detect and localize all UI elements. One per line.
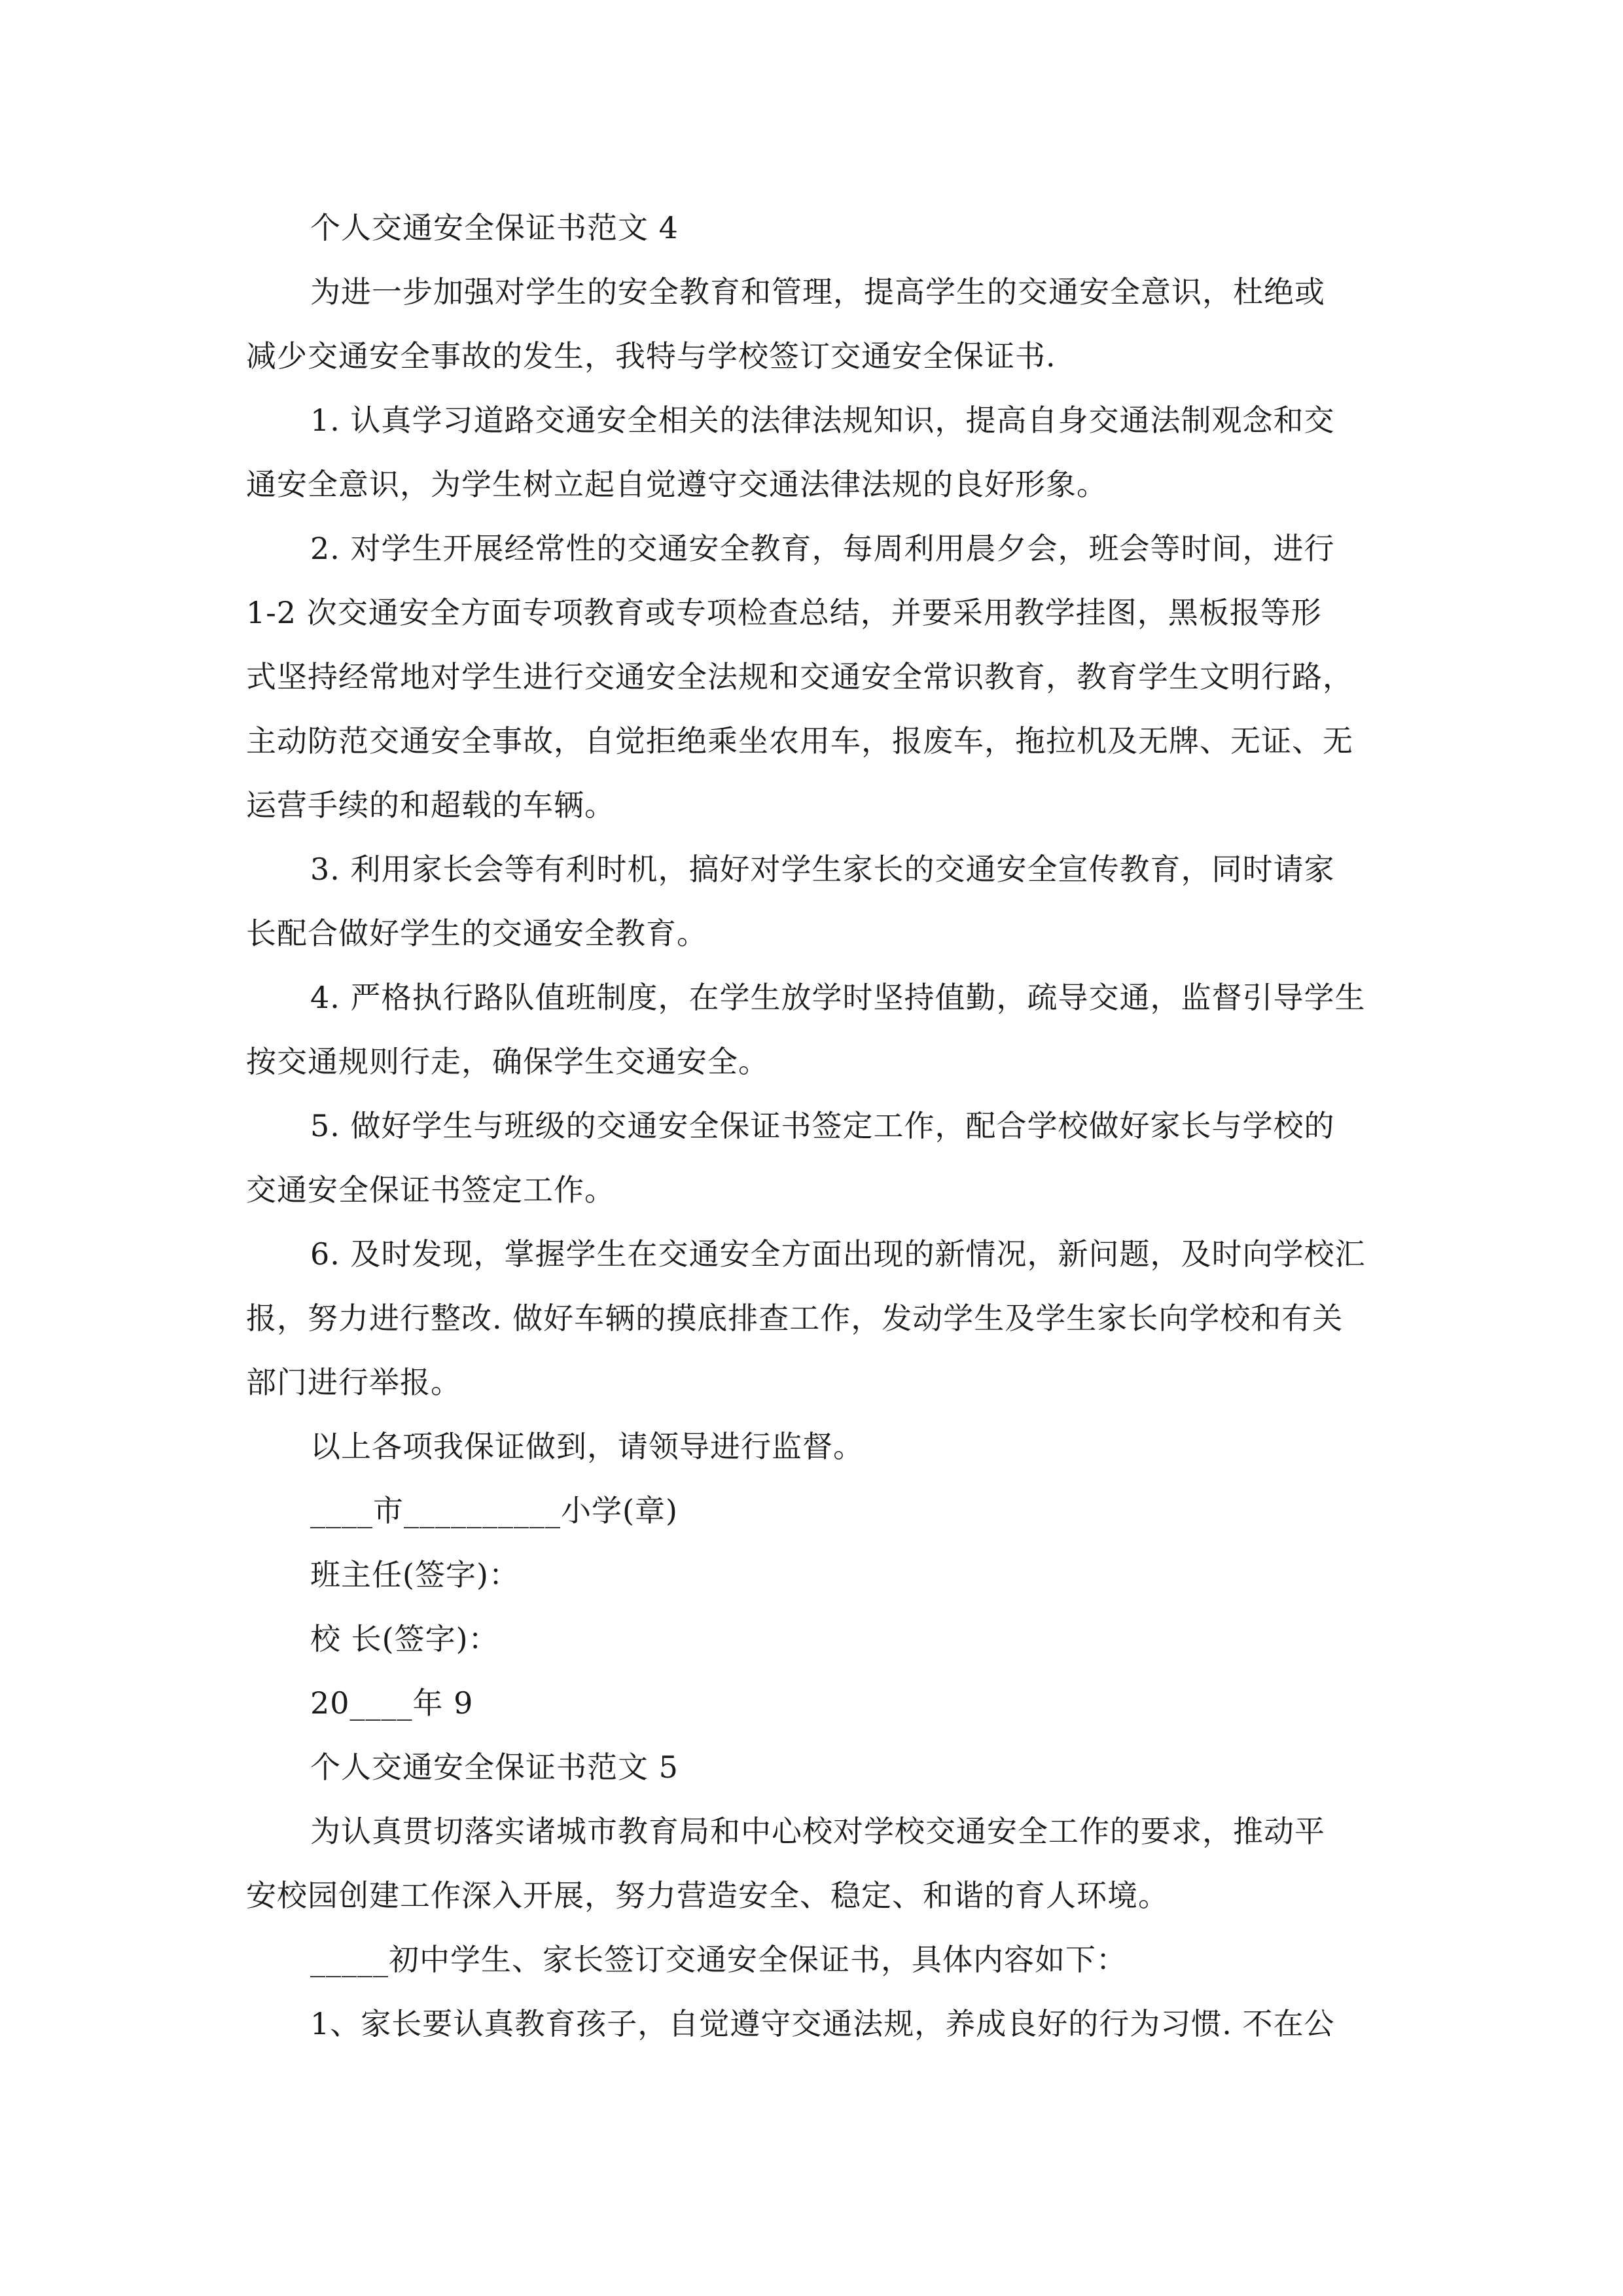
paragraph-line: 4. 严格执行路队值班制度，在学生放学时坚持值勤，疏导交通，监督引导学生: [310, 980, 1366, 1015]
principal-signature-line: 校 长(签字)：: [310, 1621, 499, 1657]
paragraph-line: 1-2 次交通安全方面专项教育或专项检查总结，并要采用教学挂图，黑板报等形: [246, 595, 1322, 630]
paragraph-line: 1. 认真学习道路交通安全相关的法律法规知识，提高自身交通法制观念和交: [310, 403, 1335, 438]
paragraph-line: 减少交通安全事故的发生，我特与学校签订交通安全保证书.: [246, 338, 1056, 374]
paragraph-line: 2. 对学生开展经常性的交通安全教育，每周利用晨夕会，班会等时间，进行: [310, 531, 1335, 566]
paragraph-line: 安校园创建工作深入开展，努力营造安全、稳定、和谐的育人环境。: [246, 1878, 1169, 1913]
paragraph-line: 报，努力进行整改. 做好车辆的摸底排查工作，发动学生及学生家长向学校和有关: [246, 1300, 1344, 1336]
paragraph-line: 长配合做好学生的交通安全教育。: [246, 916, 707, 951]
paragraph-line: 为认真贯切落实诸城市教育局和中心校对学校交通安全工作的要求，推动平: [310, 1814, 1325, 1849]
paragraph-line: _____初中学生、家长签订交通安全保证书，具体内容如下：: [310, 1942, 1127, 1977]
paragraph-line: 1、家长要认真教育孩子，自觉遵守交通法规，养成良好的行为习惯. 不在公: [310, 2006, 1335, 2041]
school-seal-line: ____市__________小学(章): [310, 1493, 678, 1528]
paragraph-line: 以上各项我保证做到，请领导进行监督。: [310, 1429, 864, 1464]
paragraph-line: 交通安全保证书签定工作。: [246, 1172, 615, 1208]
heading-4: 个人交通安全保证书范文 4: [310, 210, 679, 245]
paragraph-line: 3. 利用家长会等有利时机，搞好对学生家长的交通安全宣传教育，同时请家: [310, 852, 1335, 887]
paragraph-line: 6. 及时发现，掌握学生在交通安全方面出现的新情况，新问题，及时向学校汇: [310, 1236, 1366, 1272]
paragraph-line: 运营手续的和超载的车辆。: [246, 787, 615, 823]
heading-5: 个人交通安全保证书范文 5: [310, 1749, 679, 1785]
paragraph-line: 式坚持经常地对学生进行交通安全法规和交通安全常识教育，教育学生文明行路，: [246, 659, 1353, 694]
paragraph-line: 通安全意识，为学生树立起自觉遵守交通法律法规的良好形象。: [246, 467, 1107, 502]
paragraph-line: 主动防范交通安全事故，自觉拒绝乘坐农用车，报废车，拖拉机及无牌、无证、无: [246, 723, 1353, 759]
paragraph-line: 按交通规则行走，确保学生交通安全。: [246, 1044, 769, 1079]
date-line: 20____年 9: [310, 1685, 474, 1721]
paragraph-line: 部门进行举报。: [246, 1365, 461, 1400]
head-teacher-signature-line: 班主任(签字)：: [310, 1557, 520, 1592]
paragraph-line: 5. 做好学生与班级的交通安全保证书签定工作，配合学校做好家长与学校的: [310, 1108, 1335, 1143]
paragraph-line: 为进一步加强对学生的安全教育和管理，提高学生的交通安全意识，杜绝或: [310, 274, 1325, 310]
